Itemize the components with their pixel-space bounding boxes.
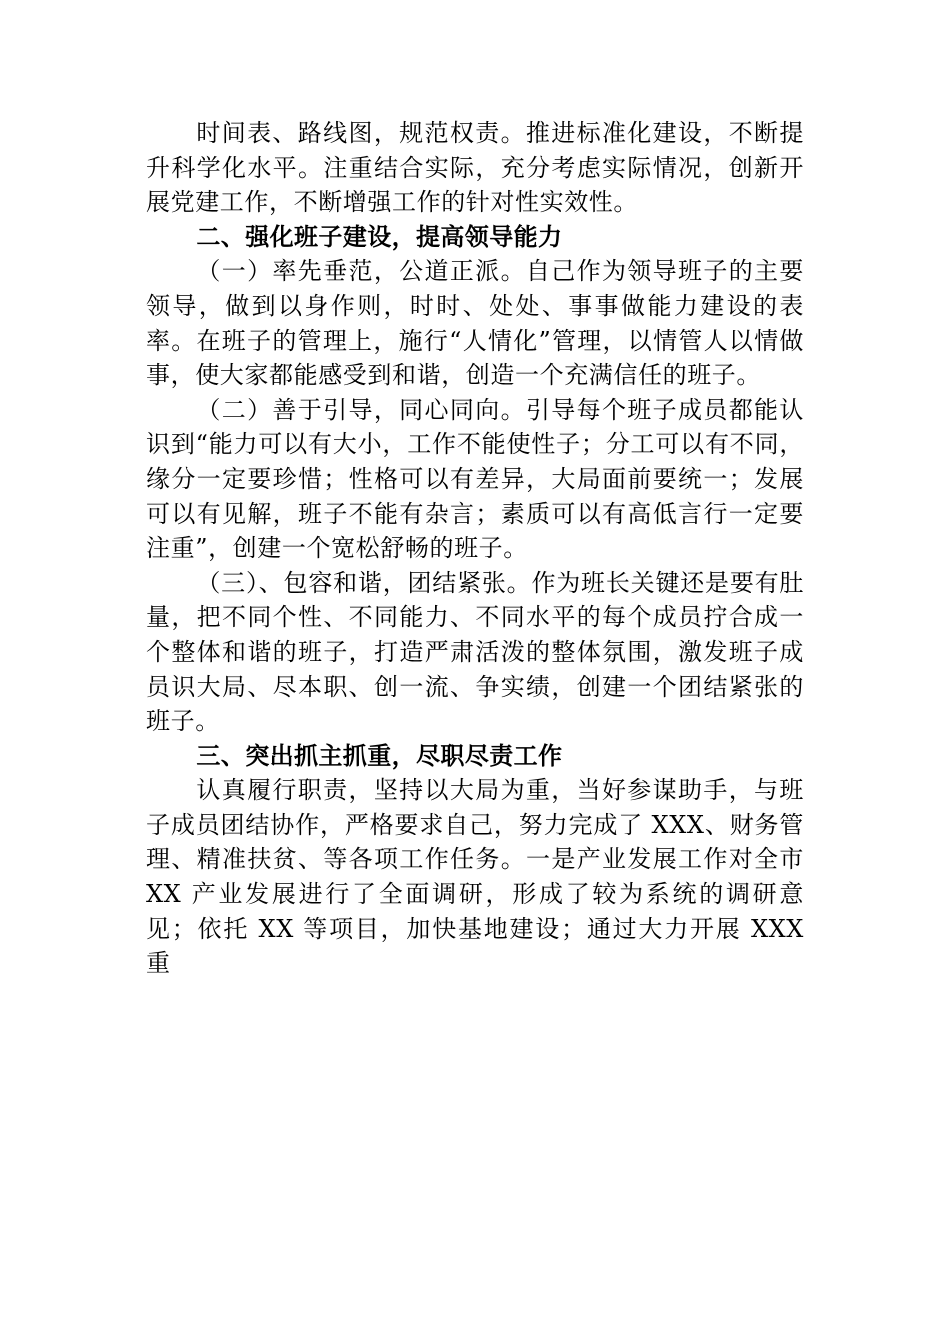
document-body	[146, 116, 804, 981]
paragraph-lead-by-example: （一）率先垂范，公道正派。自己作为领导班子的主要领导，做到以身作则，时时、处处、事事做能力建设的表率。在班子的管理上，施行“人情化”管理，以情管人以情做事，使大家都能感受到和谐，创造一个充满信任的班子。	[146, 257, 804, 390]
paragraph-guidance: （二）善于引导，同心同向。引导每个班子成员都能认识到“能力可以有大小，工作不能使性子；分工可以有不同，缘分一定要珍惜；性格可以有差异，大局面前要统一；发展可以有见解，班子不能有杂言；素质可以有高低言行一定要注重”，创建一个宽松舒畅的班子。	[146, 395, 804, 563]
section-heading-2: 二、强化班子建设，提高领导能力	[196, 222, 563, 251]
paragraph-harmony: （三）、包容和谐，团结紧张。作为班长关键还是要有肚量，把不同个性、不同能力、不同水平的每个成员拧合成一个整体和谐的班子，打造严肃活泼的整体氛围，激发班子成员识大局、尽本职、创一流、争实绩，创建一个团结紧张的班子。	[146, 568, 804, 736]
paragraph-standardization: 时间表、路线图，规范权责。推进标准化建设，不断提升科学化水平。注重结合实际，充分考虑实际情况，创新开展党建工作，不断增强工作的针对性实效性。	[146, 119, 804, 217]
section-heading-3: 三、突出抓主抓重，尽职尽责工作	[196, 741, 563, 770]
paragraph-duties: 认真履行职责，坚持以大局为重，当好参谋助手，与班子成员团结协作，严格要求自己，努力完成了 XXX、财务管理、精准扶贫、等各项工作任务。一是产业发展工作对全市 XX 产业发展进行了全面调研，形成了较为系统的调研意见；依托 XX 等项目，加快基地建设；通过大力开展 XXX 重	[146, 776, 804, 978]
